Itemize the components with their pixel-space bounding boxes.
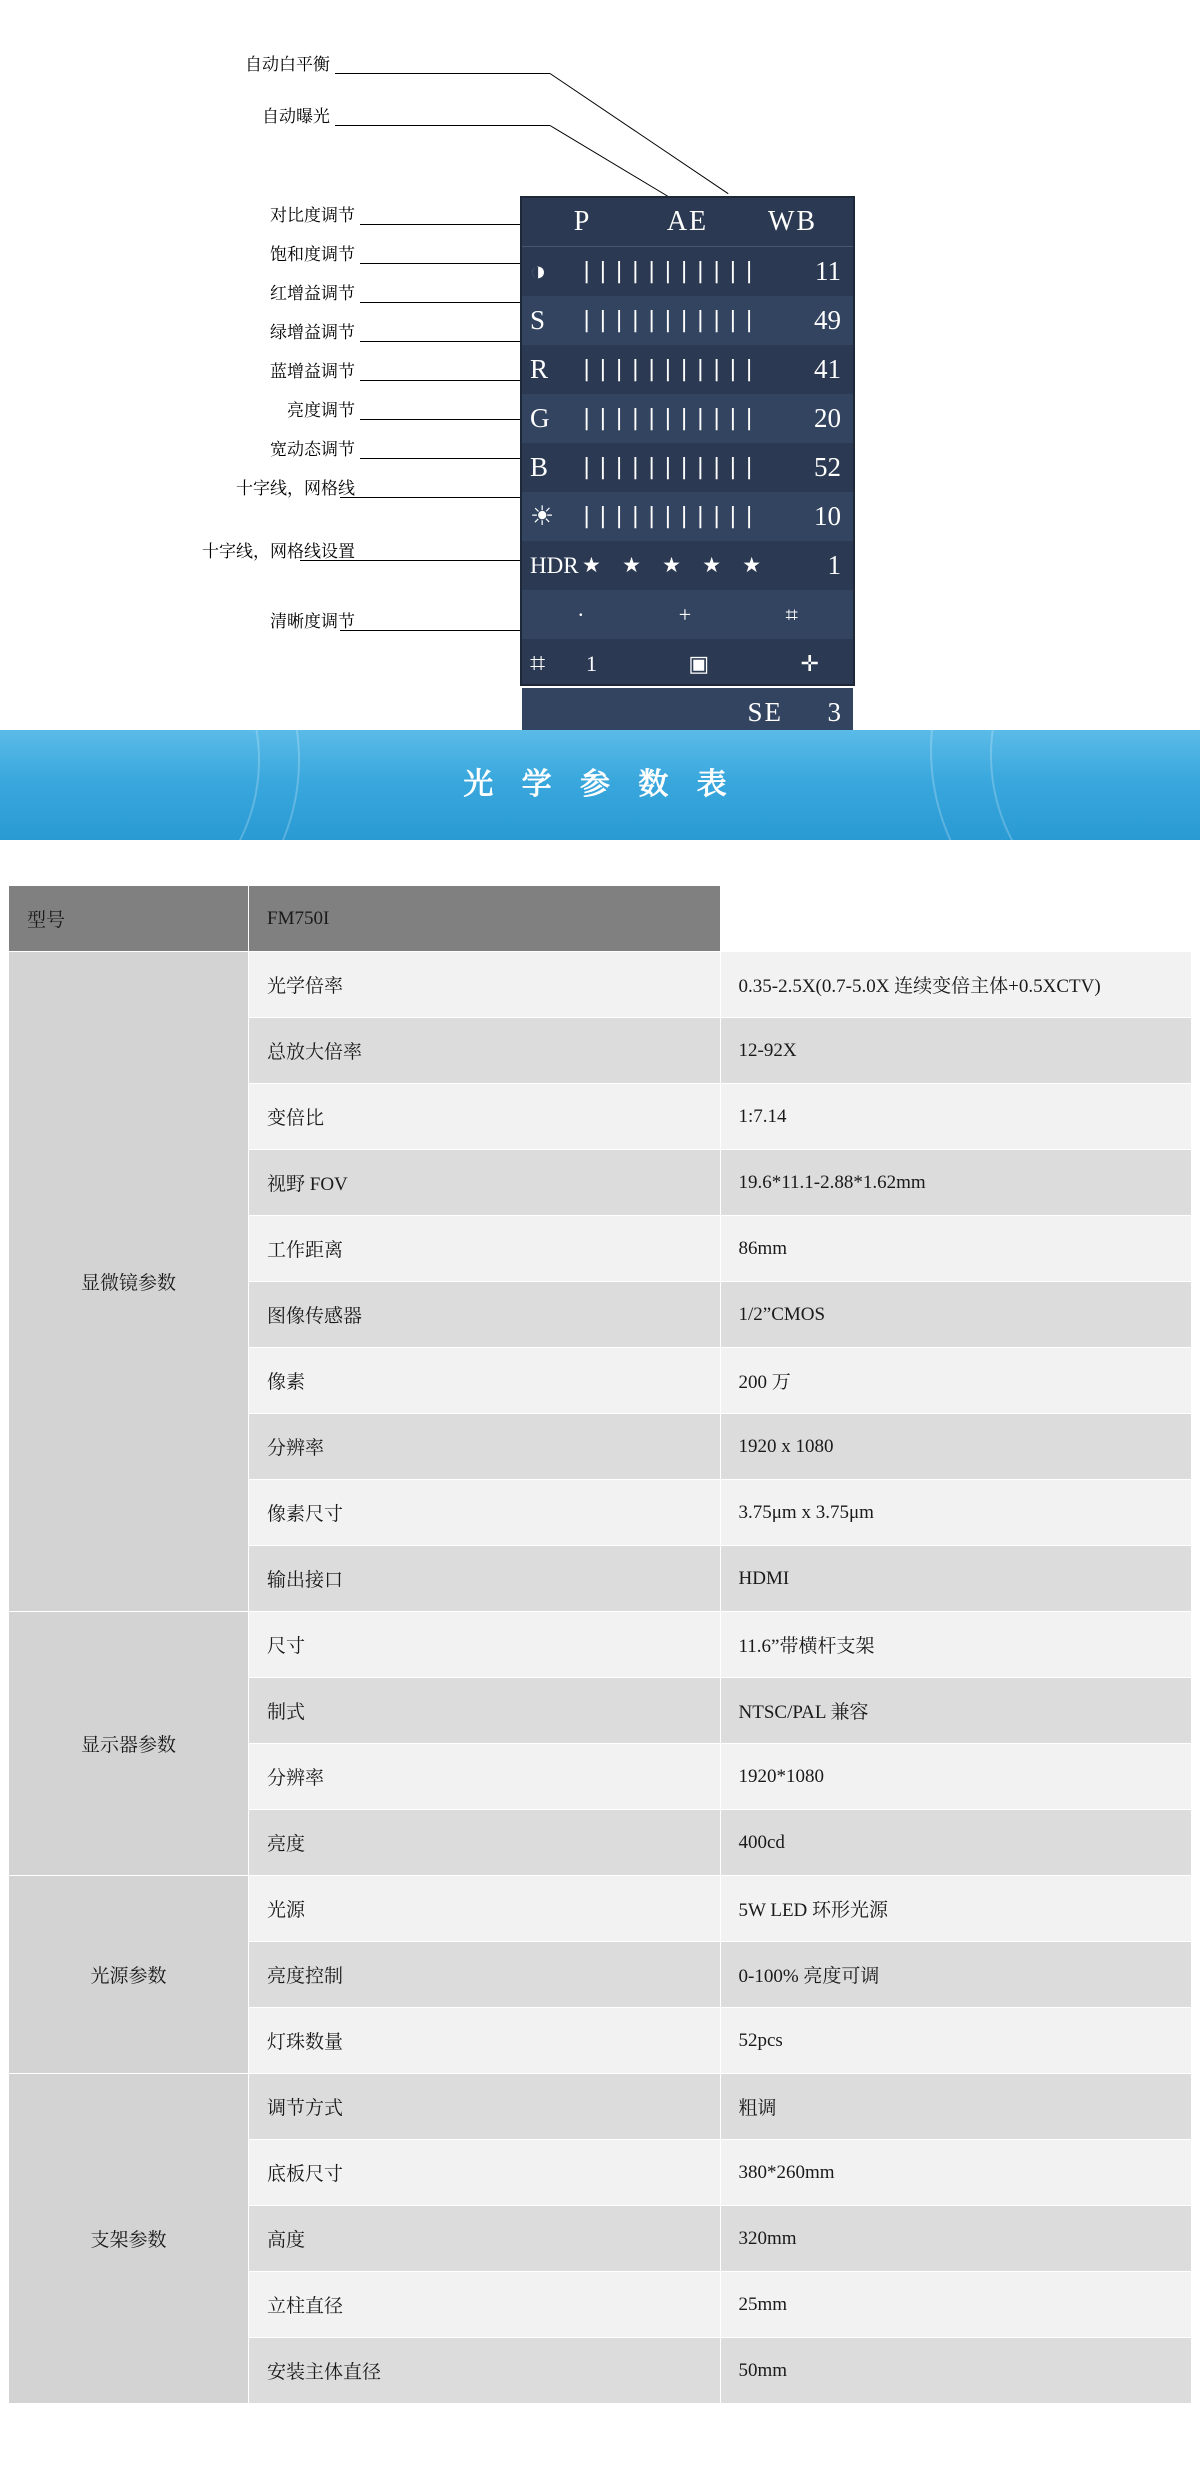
osd-red-gain-row[interactable] [522, 345, 853, 394]
spec-value: NTSC/PAL 兼容 [720, 1678, 1192, 1744]
contrast-icon: ◑ [530, 256, 547, 286]
hdr-label: HDR [530, 552, 579, 578]
spec-value: 86mm [720, 1216, 1192, 1282]
spec-key: 光源 [249, 1876, 721, 1942]
callout-crosshair-grid: 十字线，网格线 [236, 479, 355, 498]
dot-icon: · [577, 601, 585, 627]
saturation-icon: S [530, 305, 546, 335]
page-title: 光 学 参 数 表 [463, 768, 737, 801]
spec-key: 变倍比 [249, 1084, 721, 1150]
sharpness-label: SE [747, 697, 783, 727]
osd-saturation-row[interactable] [522, 296, 853, 345]
spec-value: 1920*1080 [720, 1744, 1192, 1810]
spec-value: 25mm [720, 2272, 1192, 2338]
spec-value: 0-100% 亮度可调 [720, 1942, 1192, 2008]
leader-line [360, 419, 525, 420]
blue-gain-icon: B [530, 452, 549, 482]
grid-setting-icons [576, 651, 845, 677]
osd-brightness-row[interactable] [522, 492, 853, 541]
leader-line [360, 224, 525, 225]
hdr-stars: ★ ★ ★ ★ ★ [582, 553, 770, 577]
osd-header-p: P [573, 206, 592, 237]
brightness-value: 10 [814, 501, 841, 531]
leader-line [360, 302, 525, 303]
contrast-value: 11 [815, 256, 841, 286]
leader-line-diagonal [550, 73, 729, 194]
leader-line [335, 73, 550, 74]
osd-header-ae: AE [666, 206, 709, 237]
saturation-value: 49 [814, 305, 841, 335]
spec-key: 立柱直径 [249, 2272, 721, 2338]
osd-crosshair-grid-setting-row[interactable] [522, 639, 853, 688]
spec-table [8, 885, 1192, 2404]
spec-key: 分辨率 [249, 1744, 721, 1810]
green-gain-bars: ||||||||||| [580, 406, 759, 431]
callout-sharpness: 清晰度调节 [270, 612, 355, 631]
spec-key: 总放大倍率 [249, 1018, 721, 1084]
spec-key: 像素尺寸 [249, 1480, 721, 1546]
blue-gain-value: 52 [814, 452, 841, 482]
red-gain-icon: R [530, 354, 549, 384]
callout-green-gain: 绿增益调节 [270, 323, 355, 342]
green-gain-value: 20 [814, 403, 841, 433]
spec-value: 0.35-2.5X(0.7-5.0X 连续变倍主体+0.5XCTV) [720, 952, 1192, 1018]
osd-blue-gain-row[interactable] [522, 443, 853, 492]
spec-value: 52pcs [720, 2008, 1192, 2074]
spec-value: 3.75μm x 3.75μm [720, 1480, 1192, 1546]
spec-key: 输出接口 [249, 1546, 721, 1612]
callout-wdr: 宽动态调节 [270, 440, 355, 459]
grid-icon: ⌗ [785, 601, 798, 627]
osd-crosshair-grid-row[interactable] [522, 590, 853, 639]
red-gain-bars: ||||||||||| [580, 357, 759, 382]
group-label-stand: 支架参数 [9, 2074, 249, 2404]
section-banner [0, 730, 1200, 840]
callout-brightness: 亮度调节 [287, 401, 355, 420]
spec-key: 底板尺寸 [249, 2140, 721, 2206]
spec-table-wrap [0, 840, 1200, 2444]
callout-crosshair-grid-setting: 十字线，网格线设置 [202, 542, 355, 561]
leader-line [360, 380, 525, 381]
spec-value: 1:7.14 [720, 1084, 1192, 1150]
spec-value: 1/2”CMOS [720, 1282, 1192, 1348]
model-value: FM750I [249, 886, 721, 952]
leader-line [360, 263, 525, 264]
blue-gain-bars: ||||||||||| [580, 455, 759, 480]
green-gain-icon: G [530, 403, 550, 433]
spec-key: 光学倍率 [249, 952, 721, 1018]
spec-value: 1920 x 1080 [720, 1414, 1192, 1480]
model-key: 型号 [9, 886, 249, 952]
callout-ae: 自动曝光 [262, 107, 330, 126]
spec-value: HDMI [720, 1546, 1192, 1612]
table-row [9, 1876, 1192, 1942]
spec-value: 粗调 [720, 2074, 1192, 2140]
table-row [9, 952, 1192, 1018]
osd-hdr-row[interactable] [522, 541, 853, 590]
spec-key: 视野 FOV [249, 1150, 721, 1216]
grid-style-icon: ▣ [688, 650, 710, 676]
osd-header-row [522, 198, 853, 247]
spec-value: 400cd [720, 1810, 1192, 1876]
spec-key: 亮度 [249, 1810, 721, 1876]
spec-key: 图像传感器 [249, 1282, 721, 1348]
osd-contrast-row[interactable] [522, 247, 853, 296]
group-label-lightsource: 光源参数 [9, 1876, 249, 2074]
spec-key: 亮度控制 [249, 1942, 721, 2008]
callout-awb: 自动白平衡 [245, 55, 330, 74]
osd-green-gain-row[interactable] [522, 394, 853, 443]
spec-value: 380*260mm [720, 2140, 1192, 2206]
red-gain-value: 41 [814, 354, 841, 384]
callout-saturation: 饱和度调节 [270, 245, 355, 264]
sharpness-value: 3 [827, 697, 841, 727]
spec-value: 11.6”带横杆支架 [720, 1612, 1192, 1678]
brightness-icon: ☀ [530, 501, 555, 531]
leader-line [340, 630, 525, 631]
spec-key: 像素 [249, 1348, 721, 1414]
hdr-value: 1 [827, 550, 841, 580]
leader-line-diagonal [550, 125, 679, 203]
callout-contrast: 对比度调节 [270, 206, 355, 225]
group-label-monitor: 显示器参数 [9, 1612, 249, 1876]
spec-key: 尺寸 [249, 1612, 721, 1678]
spec-value: 12-92X [720, 1018, 1192, 1084]
osd-panel [520, 196, 855, 727]
spec-key: 安装主体直径 [249, 2338, 721, 2404]
table-row [9, 1612, 1192, 1678]
leader-line [360, 341, 525, 342]
contrast-bars: ||||||||||| [580, 259, 759, 284]
osd-header-wb: WB [767, 206, 818, 237]
spec-key: 制式 [249, 1678, 721, 1744]
leader-line [360, 458, 525, 459]
spec-value: 200 万 [720, 1348, 1192, 1414]
spec-value: 19.6*11.1-2.88*1.62mm [720, 1150, 1192, 1216]
brightness-bars: ||||||||||| [580, 504, 759, 529]
grid-count-value: 1 [586, 650, 597, 676]
crosshair-icon: + [678, 601, 692, 627]
callout-blue-gain: 蓝增益调节 [270, 362, 355, 381]
spec-key: 分辨率 [249, 1414, 721, 1480]
spec-key: 灯珠数量 [249, 2008, 721, 2074]
leader-line [335, 125, 550, 126]
crosshair-grid-icons [530, 602, 845, 628]
osd-diagram [0, 0, 1200, 730]
spec-key: 调节方式 [249, 2074, 721, 2140]
callout-red-gain: 红增益调节 [270, 284, 355, 303]
spec-value: 320mm [720, 2206, 1192, 2272]
group-label-microscope: 显微镜参数 [9, 952, 249, 1612]
table-row-model [9, 886, 1192, 952]
spec-key: 高度 [249, 2206, 721, 2272]
move-icon: ✛ [800, 650, 819, 676]
spec-value: 50mm [720, 2338, 1192, 2404]
grid-setting-icon: ⌗ [530, 647, 546, 678]
saturation-bars: ||||||||||| [580, 308, 759, 333]
spec-value: 5W LED 环形光源 [720, 1876, 1192, 1942]
table-row [9, 2074, 1192, 2140]
spec-key: 工作距离 [249, 1216, 721, 1282]
leader-line [340, 497, 525, 498]
